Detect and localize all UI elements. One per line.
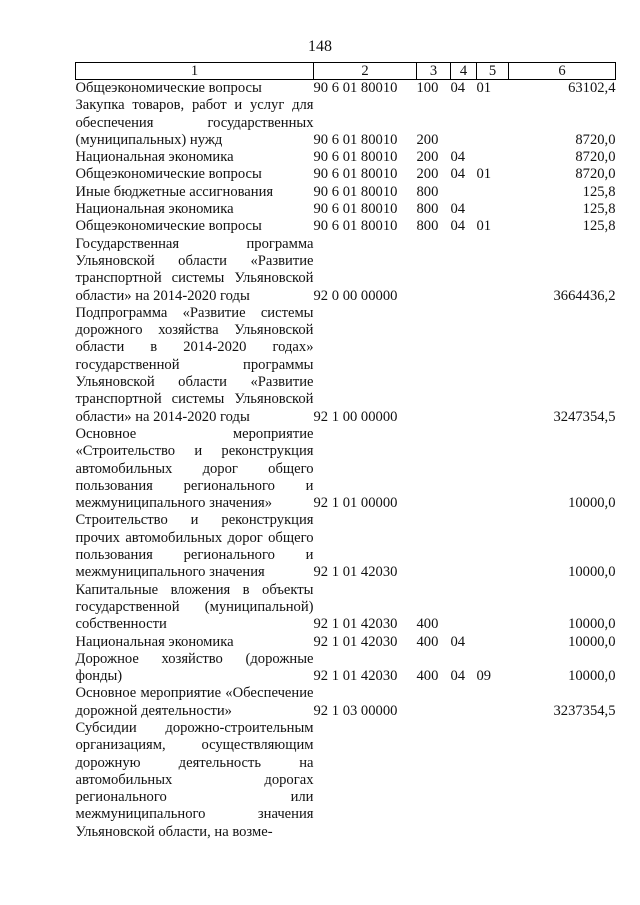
row-name: Общеэкономические вопросы <box>75 218 262 235</box>
row-col5 <box>477 305 509 426</box>
row-col3: 200 <box>416 166 439 183</box>
table-row <box>76 236 616 305</box>
row-amount: 8720,0 <box>575 166 616 183</box>
table-row <box>76 201 616 218</box>
row-col4 <box>451 184 477 201</box>
row-name: Национальная экономика <box>75 149 234 166</box>
row-code: 92 1 01 42030 <box>313 633 398 650</box>
row-col5 <box>477 634 509 651</box>
row-name: Капитальные вложения в объекты государственной (муниципальной) собственности <box>75 581 314 633</box>
row-name: Подпрограмма «Развитие системы дорожного хозяйства Ульяновской области в 2014-2020 годах» государственной программы Ульяновской области «Развитие транспортной системы Ульяновской области» на 2014-2020 годы <box>75 304 314 425</box>
row-col5 <box>477 201 509 218</box>
row-col4 <box>451 305 477 426</box>
page-number: 148 <box>308 38 332 55</box>
row-col5 <box>477 97 509 149</box>
row-code: 92 1 00 00000 <box>313 408 398 425</box>
table-row <box>76 582 616 634</box>
row-col5 <box>477 720 509 841</box>
row-name: Иные бюджетные ассигнования <box>75 183 274 200</box>
row-name: Национальная экономика <box>75 633 234 650</box>
row-col5 <box>477 149 509 166</box>
table-row <box>76 651 616 686</box>
column-header: 1 <box>76 63 314 80</box>
row-code: 92 1 01 42030 <box>313 616 398 633</box>
row-code <box>314 720 417 841</box>
table-body <box>76 80 616 842</box>
row-amount: 3664436,2 <box>553 287 616 304</box>
row-col3: 400 <box>416 616 439 633</box>
row-amount: 8720,0 <box>575 149 616 166</box>
row-col4 <box>451 512 477 581</box>
table-row <box>76 634 616 651</box>
table-row <box>76 512 616 581</box>
row-col4: 04 <box>450 80 466 96</box>
row-col4 <box>451 720 477 841</box>
table-row <box>76 184 616 201</box>
row-name: Субсидии дорожно-строительным организациям, осуществляющим дорожную деятельность на автомобильных дорогах регионального или межмуниципального значения Ульяновской области, на возме- <box>75 719 314 840</box>
row-code: 90 6 01 80010 <box>313 201 398 218</box>
row-amount: 10000,0 <box>568 633 616 650</box>
row-code: 92 1 03 00000 <box>313 702 398 719</box>
row-col3 <box>417 426 451 512</box>
table-row <box>76 80 616 98</box>
row-amount: 125,8 <box>582 183 616 200</box>
row-amount <box>509 720 616 841</box>
row-col3: 100 <box>416 80 439 96</box>
header-row <box>76 63 616 80</box>
row-amount: 10000,0 <box>568 564 616 581</box>
row-name: Строительство и реконструкция прочих автомобильных дорог общего пользования регионального и межмуниципального значения <box>75 512 314 581</box>
row-col4 <box>451 236 477 305</box>
row-col3: 800 <box>416 218 439 235</box>
row-name: Общеэкономические вопросы <box>75 166 262 183</box>
row-code: 90 6 01 80010 <box>313 218 398 235</box>
row-amount: 10000,0 <box>568 668 616 685</box>
row-col3: 400 <box>416 668 439 685</box>
row-col5 <box>477 236 509 305</box>
column-header: 4 <box>451 63 477 80</box>
row-amount: 63102,4 <box>568 80 616 96</box>
table-row <box>76 97 616 149</box>
row-code: 90 6 01 80010 <box>313 131 398 148</box>
row-col3 <box>417 720 451 841</box>
row-col5 <box>477 426 509 512</box>
column-header: 3 <box>417 63 451 80</box>
row-col4: 04 <box>450 218 466 235</box>
row-col5 <box>477 685 509 720</box>
row-col3: 200 <box>416 149 439 166</box>
row-amount: 125,8 <box>582 218 616 235</box>
row-col5: 01 <box>476 166 492 183</box>
row-code: 90 6 01 80010 <box>313 149 398 166</box>
row-code: 92 0 00 00000 <box>313 287 398 304</box>
row-code: 90 6 01 80010 <box>313 183 398 200</box>
row-col4: 04 <box>450 201 466 218</box>
table-row <box>76 166 616 183</box>
column-header: 6 <box>509 63 616 80</box>
table-row <box>76 685 616 720</box>
row-col3 <box>417 512 451 581</box>
row-col5: 09 <box>476 668 492 685</box>
row-amount: 10000,0 <box>568 616 616 633</box>
column-header: 2 <box>314 63 417 80</box>
row-col4: 04 <box>450 149 466 166</box>
row-name: Дорожное хозяйство (дорожные фонды) <box>75 650 314 685</box>
table-header <box>76 63 616 80</box>
row-name: Государственная программа Ульяновской области «Развитие транспортной системы Ульяновской области» на 2014-2020 годы <box>75 235 314 304</box>
table-row <box>76 426 616 512</box>
row-code: 90 6 01 80010 <box>313 80 398 96</box>
row-name: Закупка товаров, работ и услуг для обеспечения государственных (муниципальных) нужд <box>75 97 314 148</box>
row-amount: 3237354,5 <box>553 702 616 719</box>
row-col4 <box>451 582 477 634</box>
row-col4: 04 <box>450 166 466 183</box>
row-col3 <box>417 305 451 426</box>
table-row <box>76 720 616 841</box>
row-col5: 01 <box>476 80 492 96</box>
table-row <box>76 305 616 426</box>
column-header: 5 <box>477 63 509 80</box>
row-col4: 04 <box>450 668 466 685</box>
row-col3 <box>417 236 451 305</box>
budget-table <box>75 62 616 841</box>
row-col3: 800 <box>416 201 439 218</box>
row-col4 <box>451 685 477 720</box>
row-amount: 10000,0 <box>568 495 616 512</box>
row-amount: 125,8 <box>582 201 616 218</box>
row-col5 <box>477 184 509 201</box>
row-amount: 8720,0 <box>575 131 616 148</box>
row-col3: 200 <box>416 131 439 148</box>
row-col4 <box>451 426 477 512</box>
row-name: Основное мероприятие «Обеспечение дорожной деятельности» <box>75 685 314 719</box>
row-code: 92 1 01 42030 <box>313 668 398 685</box>
row-code: 92 1 01 00000 <box>313 495 398 512</box>
row-col4: 04 <box>450 633 466 650</box>
row-amount: 3247354,5 <box>553 408 616 425</box>
row-col4 <box>451 97 477 149</box>
row-code: 92 1 01 42030 <box>313 564 398 581</box>
row-code: 90 6 01 80010 <box>313 166 398 183</box>
row-col5: 01 <box>476 218 492 235</box>
row-col5 <box>477 582 509 634</box>
row-name: Национальная экономика <box>75 201 234 218</box>
row-col3: 400 <box>416 633 439 650</box>
row-col3: 800 <box>416 183 439 200</box>
table-row <box>76 218 616 235</box>
row-col3 <box>417 685 451 720</box>
row-name: Основное мероприятие «Строительство и реконструкция автомобильных дорог общего пользования регионального и межмуниципального значения» <box>75 425 314 512</box>
row-name: Общеэкономические вопросы <box>75 80 262 96</box>
table-row <box>76 149 616 166</box>
row-col5 <box>477 512 509 581</box>
